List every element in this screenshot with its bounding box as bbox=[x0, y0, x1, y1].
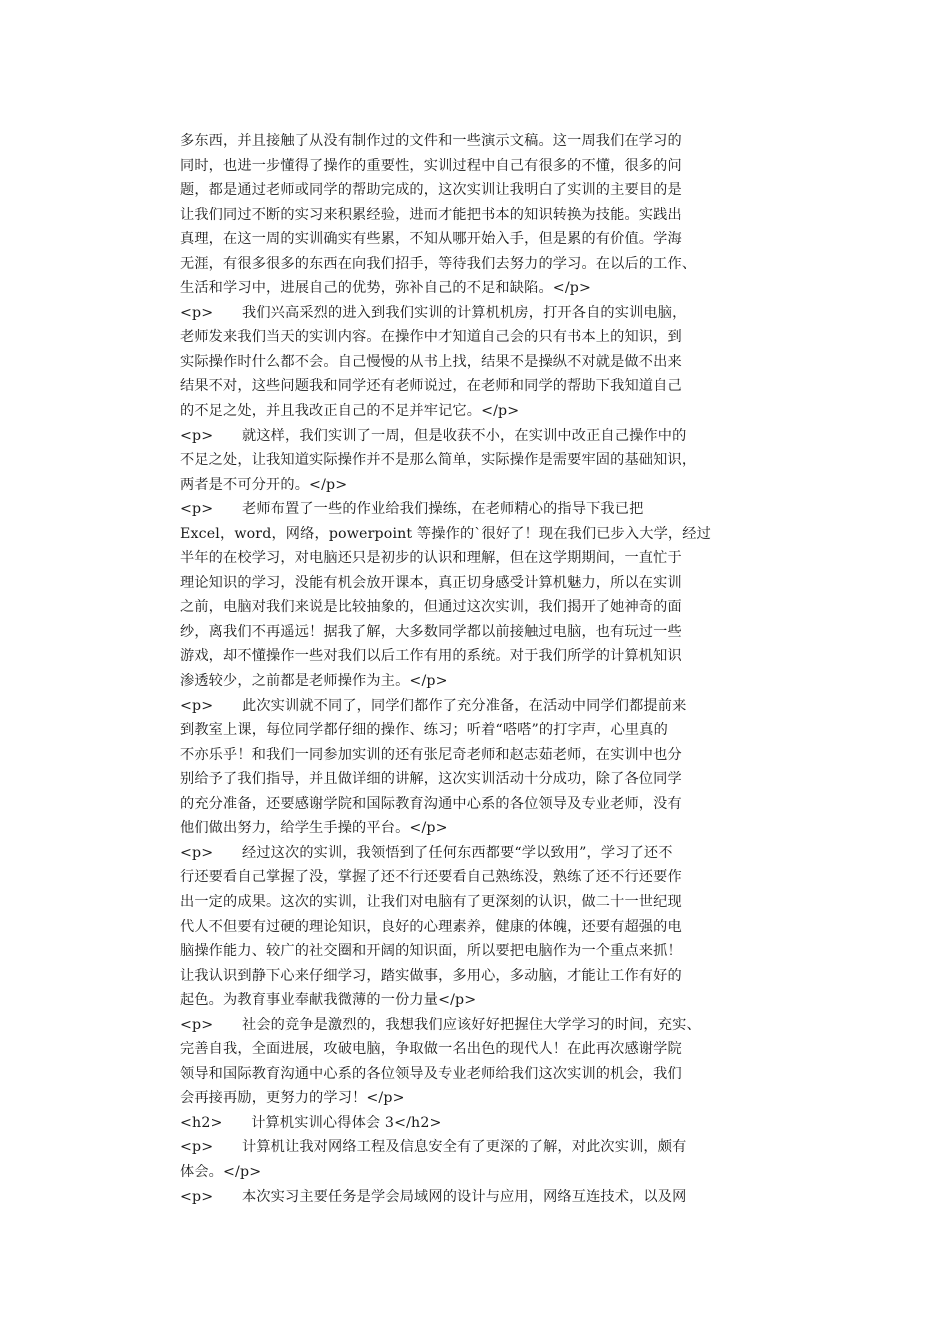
text-line: 无涯，有很多很多的东西在向我们招手，等待我们去努力的学习。在以后的工作、 bbox=[180, 255, 697, 272]
text-line: 生活和学习中，进展自己的优势，弥补自己的不足和缺陷。</p> bbox=[180, 280, 592, 297]
text-line: <p> 老师布置了一些的作业给我们操练，在老师精心的指导下我已把 bbox=[180, 501, 644, 518]
text-line: 出一定的成果。这次的实训，让我们对电脑有了更深刻的认识，做二十一世纪现 bbox=[180, 893, 682, 910]
text-line: 实际操作时什么都不会。自己慢慢的从书上找，结果不是操纵不对就是做不出来 bbox=[180, 353, 682, 370]
text-line: 别给予了我们指导，并且做详细的讲解，这次实训活动十分成功，除了各位同学 bbox=[180, 771, 682, 788]
text-line: 两者是不可分开的。</p> bbox=[180, 476, 348, 493]
text-line: <h2> 计算机实训心得体会 3</h2> bbox=[180, 1114, 442, 1131]
text-line: 半年的在校学习，对电脑还只是初步的认识和理解，但在这学期期间，一直忙于 bbox=[180, 550, 682, 567]
text-line: <p> 经过这次的实训，我领悟到了任何东西都要“学以致用”，学习了还不 bbox=[180, 844, 673, 861]
text-line: Excel，word，网络，powerpoint 等操作的`很好了！现在我们已步入大学，经过 bbox=[180, 525, 711, 542]
text-line: 的不足之处，并且我改正自己的不足并牢记它。</p> bbox=[180, 403, 520, 420]
text-line: 完善自我，全面进展，攻破电脑，争取做一名出色的现代人！在此再次感谢学院 bbox=[180, 1041, 682, 1058]
text-line: 老师发来我们当天的实训内容。在操作中才知道自己会的只有书本上的知识，到 bbox=[180, 329, 682, 346]
text-line: 题，都是通过老师或同学的帮助完成的，这次实训让我明白了实训的主要目的是 bbox=[180, 182, 682, 199]
text-line: 同时，也进一步懂得了操作的重要性，实训过程中自己有很多的不懂，很多的问 bbox=[180, 157, 682, 174]
text-line: 会再接再励，更努力的学习！</p> bbox=[180, 1090, 405, 1107]
text-line: 行还要看自己掌握了没，掌握了还不行还要看自己熟练没，熟练了还不行还要作 bbox=[180, 869, 682, 886]
text-line: 游戏，却不懂操作一些对我们以后工作有用的系统。对于我们所学的计算机知识 bbox=[180, 648, 682, 665]
text-line: 让我认识到静下心来仔细学习，踏实做事，多用心，多动脑，才能让工作有好的 bbox=[180, 967, 682, 984]
text-line: 领导和国际教育沟通中心系的各位领导及专业老师给我们这次实训的机会，我们 bbox=[180, 1065, 682, 1082]
text-line: 渗透较少，之前都是老师操作为主。</p> bbox=[180, 673, 448, 690]
text-line: 纱，离我们不再遥远！据我了解，大多数同学都以前接触过电脑，也有玩过一些 bbox=[180, 623, 682, 640]
text-line: 真理，在这一周的实训确实有些累，不知从哪开始入手，但是累的有价值。学海 bbox=[180, 231, 682, 248]
text-line: 结果不对，这些问题我和同学还有老师说过，在老师和同学的帮助下我知道自己 bbox=[180, 378, 682, 395]
text-line: <p> 本次实习主要任务是学会局域网的设计与应用，网络互连技术，以及网 bbox=[180, 1188, 687, 1205]
text-line: 让我们同过不断的实习来积累经验，进而才能把书本的知识转换为技能。实践出 bbox=[180, 206, 682, 223]
text-line: 不亦乐乎！和我们一同参加实训的还有张尼奇老师和赵志茹老师，在实训中也分 bbox=[180, 746, 682, 763]
text-line: 他们做出努力，给学生手操的平台。</p> bbox=[180, 820, 448, 837]
text-line: 体会。</p> bbox=[180, 1163, 262, 1180]
text-line: 理论知识的学习，没能有机会放开课本，真正切身感受计算机魅力，所以在实训 bbox=[180, 574, 682, 591]
text-line: 之前，电脑对我们来说是比较抽象的，但通过这次实训，我们揭开了她神奇的面 bbox=[180, 599, 682, 616]
text-line: 到教室上课，每位同学都仔细的操作、练习；听着“嗒嗒”的打字声，心里真的 bbox=[180, 722, 668, 739]
text-line: <p> 社会的竞争是激烈的，我想我们应该好好把握住大学学习的时间，充实、 bbox=[180, 1016, 701, 1033]
text-line: 不足之处，让我知道实际操作并不是那么简单，实际操作是需要牢固的基础知识， bbox=[180, 452, 697, 469]
text-line: <p> 我们兴高采烈的进入到我们实训的计算机机房，打开各自的实训电脑， bbox=[180, 304, 687, 321]
text-line: <p> 计算机让我对网络工程及信息安全有了更深的了解，对此次实训，颇有 bbox=[180, 1139, 687, 1156]
text-line: 的充分准备，还要感谢学院和国际教育沟通中心系的各位领导及专业老师，没有 bbox=[180, 795, 682, 812]
text-line: 脑操作能力、较广的社交圈和开阔的知识面，所以要把电脑作为一个重点来抓！ bbox=[180, 943, 682, 960]
text-line: <p> 此次实训就不同了，同学们都作了充分准备，在活动中同学们都提前来 bbox=[180, 697, 687, 714]
text-line: <p> 就这样，我们实训了一周，但是收获不小，在实训中改正自己操作中的 bbox=[180, 427, 687, 444]
text-line: 多东西，并且接触了从没有制作过的文件和一些演示文稿。这一周我们在学习的 bbox=[180, 133, 682, 149]
text-line: 起色。为教育事业奉献我微薄的一份力量</p> bbox=[180, 992, 477, 1009]
document-body bbox=[180, 129, 770, 1209]
text-line: 代人不但要有过硬的理论知识，良好的心理素养，健康的体魄，还要有超强的电 bbox=[180, 918, 682, 935]
